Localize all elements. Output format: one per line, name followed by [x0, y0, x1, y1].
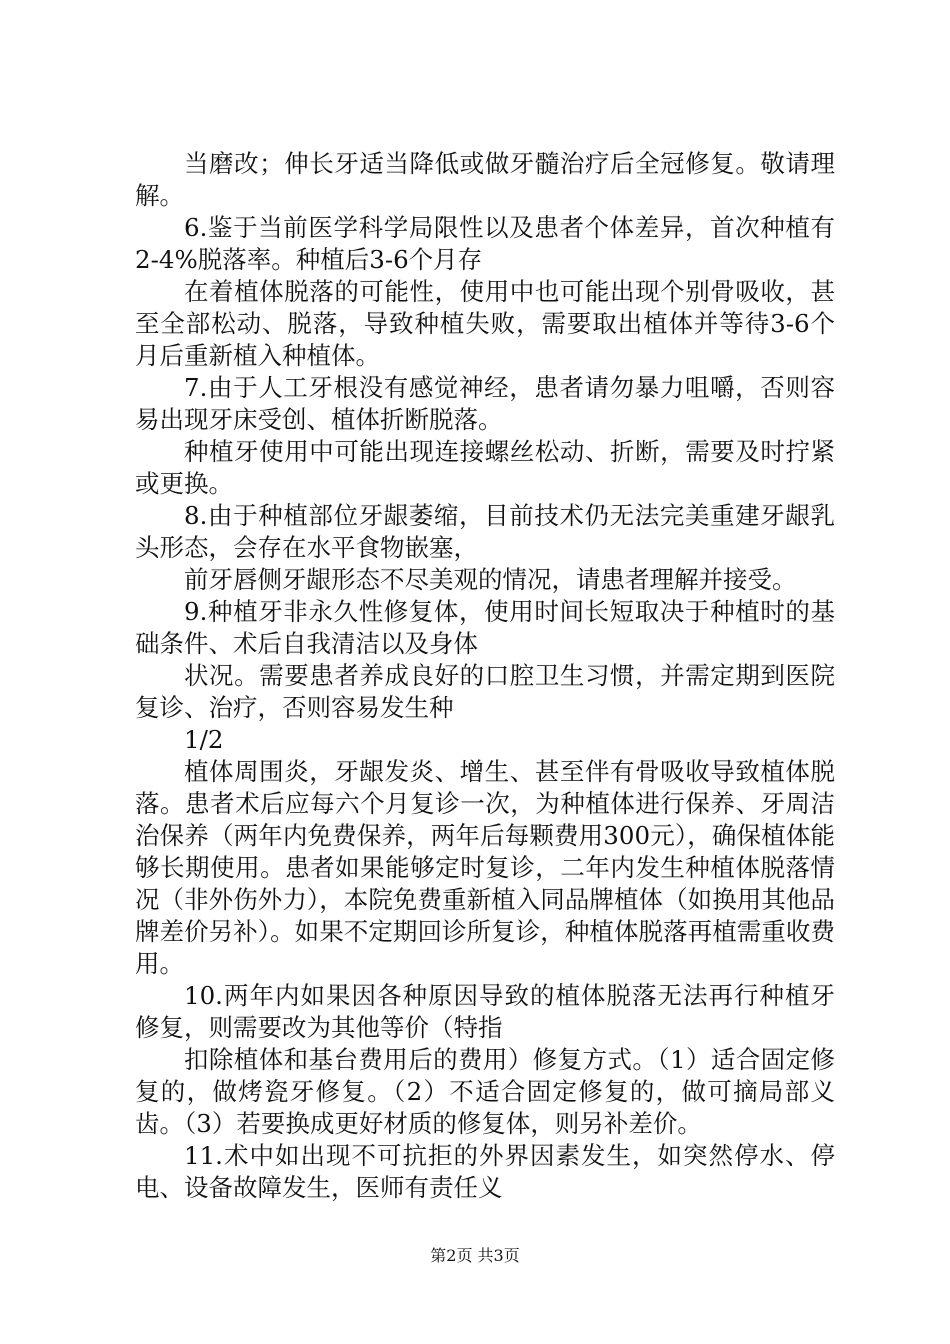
paragraph: 前牙唇侧牙龈形态不尽美观的情况，请患者理解并接受。 — [184, 565, 797, 594]
paragraph: 11.术中如出现不可抗拒的外界因素发生，如突然停水、停电、设备故障发生，医师有责任义 — [135, 1141, 835, 1202]
paragraph: 种植牙使用中可能出现连接螺丝松动、折断，需要及时拧紧或更换。 — [135, 437, 835, 498]
document-body — [135, 148, 835, 1204]
paragraph: 状况。需要患者养成良好的口腔卫生习惯，并需定期到医院复诊、治疗，否则容易发生种 — [135, 661, 835, 722]
paragraph: 9.种植牙非永久性修复体，使用时间长短取决于种植时的基础条件、术后自我清洁以及身体 — [135, 597, 835, 658]
paragraph: 当磨改；伸长牙适当降低或做牙髓治疗后全冠修复。敬请理解。 — [135, 149, 835, 210]
paragraph: 扣除植体和基台费用后的费用）修复方式。（1）适合固定修复的，做烤瓷牙修复。（2）不适合固定修复的，做可摘局部义齿。（3）若要换成更好材质的修复体，则另补差价。 — [135, 1045, 835, 1138]
paragraph: 在着植体脱落的可能性，使用中也可能出现个别骨吸收，甚至全部松动、脱落，导致种植失败，需要取出植体并等待3-6个月后重新植入种植体。 — [135, 277, 835, 370]
paragraph: 植体周围炎，牙龈发炎、增生、甚至伴有骨吸收导致植体脱落。患者术后应每六个月复诊一次，为种植体进行保养、牙周洁治保养（两年内免费保养，两年后每颗费用300元），确保植体能够长期使用。患者如果能够定时复诊，二年内发生种植体脱落情况（非外伤外力），本院免费重新植入同品牌植体（如换用其他品牌差价另补）。如果不定期回诊所复诊，种植体脱落再植需重收费用。 — [135, 757, 835, 978]
paragraph: 6.鉴于当前医学科学局限性以及患者个体差异，首次种植有2-4%脱落率。种植后3-6个月存 — [135, 213, 835, 274]
paragraph: 7.由于人工牙根没有感觉神经，患者请勿暴力咀嚼，否则容易出现牙床受创、植体折断脱落。 — [135, 373, 835, 434]
paragraph: 8.由于种植部位牙龈萎缩，目前技术仍无法完美重建牙龈乳头形态，会存在水平食物嵌塞， — [135, 501, 835, 562]
page-footer: 第2页 共3页 — [430, 1246, 520, 1265]
paragraph: 10.两年内如果因各种原因导致的植体脱落无法再行种植牙修复，则需要改为其他等价（特指 — [135, 981, 835, 1042]
page-marker: 1/2 — [184, 725, 224, 754]
